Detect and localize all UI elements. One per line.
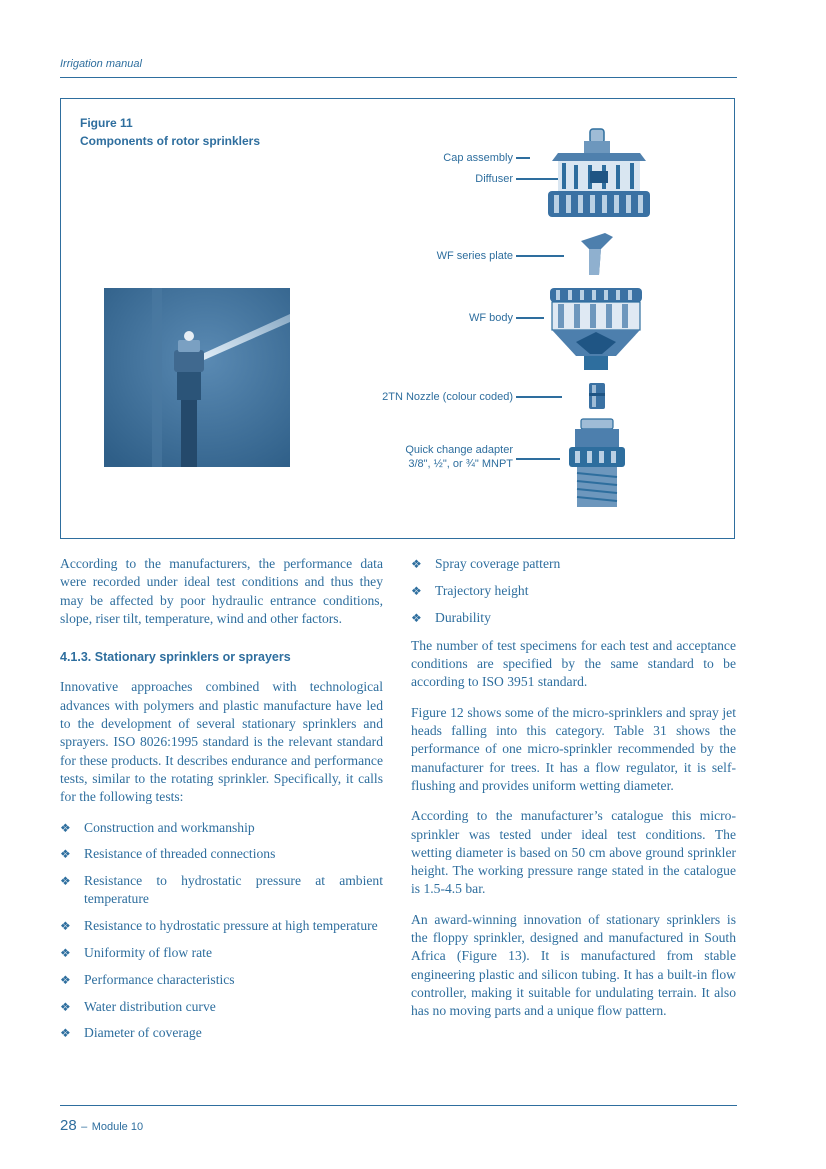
label-nozzle: 2TN Nozzle (colour coded)	[382, 391, 513, 403]
page-footer	[60, 1117, 143, 1135]
intro-paragraph: According to the manufacturers, the performance data were recorded under ideal test conditions and thus they may be affected by poor hydraulic entrance conditions, slope, riser tilt, temperature, wind and other factors.	[60, 556, 383, 626]
cap-assembly-drawing	[544, 127, 654, 222]
leader-cap-assembly	[516, 157, 530, 159]
diamond-bullet-icon: ❖	[60, 972, 71, 987]
list-item: ❖ Resistance of threaded connections	[60, 845, 383, 863]
sprinkler-photo	[104, 288, 290, 467]
figure-title: Components of rotor sprinklers	[80, 134, 261, 148]
module-label: Module 10	[91, 1121, 144, 1133]
list-item: ❖ Performance characteristics	[60, 971, 383, 989]
list-item: ❖ Spray coverage pattern	[411, 555, 736, 573]
diamond-bullet-icon: ❖	[411, 557, 422, 571]
label-adapter-line1: Quick change adapter	[405, 444, 513, 456]
diamond-bullet-icon: ❖	[60, 919, 71, 934]
diamond-bullet-icon: ❖	[60, 820, 71, 835]
right-column	[411, 555, 736, 1033]
diamond-bullet-icon: ❖	[411, 583, 422, 598]
diamond-bullet-icon: ❖	[60, 946, 71, 961]
diamond-bullet-icon: ❖	[60, 999, 71, 1014]
label-wf-series-plate: WF series plate	[436, 250, 513, 262]
figure-11	[60, 98, 735, 539]
list-item: ❖ Water distribution curve	[60, 998, 383, 1016]
list-item: ❖ Resistance to hydrostatic pressure at ambient temperature	[60, 873, 383, 907]
specimens-paragraph: The number of test specimens for each test and acceptance conditions are specified by the same standard to be according to ISO 3951 standard.	[411, 637, 736, 690]
test-list	[60, 819, 383, 1043]
list-item: ❖ Diameter of coverage	[60, 1024, 383, 1042]
wf-body-drawing	[546, 286, 646, 372]
footer-rule	[60, 1105, 737, 1106]
nozzle-drawing	[587, 381, 607, 411]
leader-wf-body	[516, 317, 544, 319]
footer-separator: –	[81, 1121, 88, 1133]
floppy-sprinkler-paragraph: An award-winning innovation of stationary sprinklers is the floppy sprinkler, designed and manufactured in South Africa (Figure 13). It is manufactured from stable engineering plastic and silicon tubing. It has a built-in flow controller, making it suitable for undulating terrain. It also has no moving parts and a unique flow pattern.	[411, 911, 736, 1019]
label-cap-assembly: Cap assembly	[443, 152, 513, 164]
label-wf-body: WF body	[468, 312, 513, 324]
left-column	[60, 555, 383, 1053]
diamond-bullet-icon: ❖	[60, 847, 71, 862]
wf-series-plate-drawing	[577, 231, 617, 277]
list-item: ❖ Uniformity of flow rate	[60, 944, 383, 962]
figure12-paragraph: Figure 12 shows some of the micro-sprinklers and spray jet heads falling into this category. Table 31 shows the performance of one micro-sprinkler recommended by the manufacturer for trees. It has a flow regulator, it is self-flushing and provides uniform wetting diameter.	[411, 704, 736, 793]
label-diffuser: Diffuser	[475, 173, 513, 185]
list-item: ❖ Trajectory height	[411, 582, 736, 600]
leader-wf-series-plate	[516, 255, 564, 257]
adapter-drawing	[567, 417, 627, 509]
header-rule	[60, 77, 737, 78]
leader-nozzle	[516, 396, 562, 398]
diamond-bullet-icon: ❖	[411, 610, 422, 625]
list-item: ❖ Durability	[411, 609, 736, 627]
diamond-bullet-icon: ❖	[60, 1026, 71, 1041]
stationary-paragraph: Innovative approaches combined with technological advances with polymers and plastic manufacture have led to the development of several stationary sprinklers and sprayers. ISO 8026:1995 standard is the relevant standard for these products. It describes endurance and performance tests, similar to the rotating sprinkler. Specifically, it calls for the following tests:	[60, 679, 383, 805]
catalogue-paragraph: According to the manufacturer’s catalogue this micro-sprinkler was tested under ideal test conditions. The wetting diameter is based on 50 cm above ground sprinkler height. The working pressure range stated in the catalogue is 1.5-4.5 bar.	[411, 808, 736, 897]
section-heading: 4.1.3. Stationary sprinklers or sprayers	[60, 650, 291, 665]
list-item: ❖ Resistance to hydrostatic pressure at high temperature	[60, 917, 383, 935]
test-list-continued	[411, 555, 736, 627]
figure-number: Figure 11	[80, 116, 133, 130]
diamond-bullet-icon: ❖	[60, 874, 71, 889]
running-header: Irrigation manual	[60, 58, 142, 70]
list-item: ❖ Construction and workmanship	[60, 819, 383, 837]
page-number: 28	[60, 1117, 77, 1134]
label-adapter-line2: 3/8", ½", or ¾" MNPT	[408, 458, 513, 470]
leader-adapter	[516, 458, 560, 460]
